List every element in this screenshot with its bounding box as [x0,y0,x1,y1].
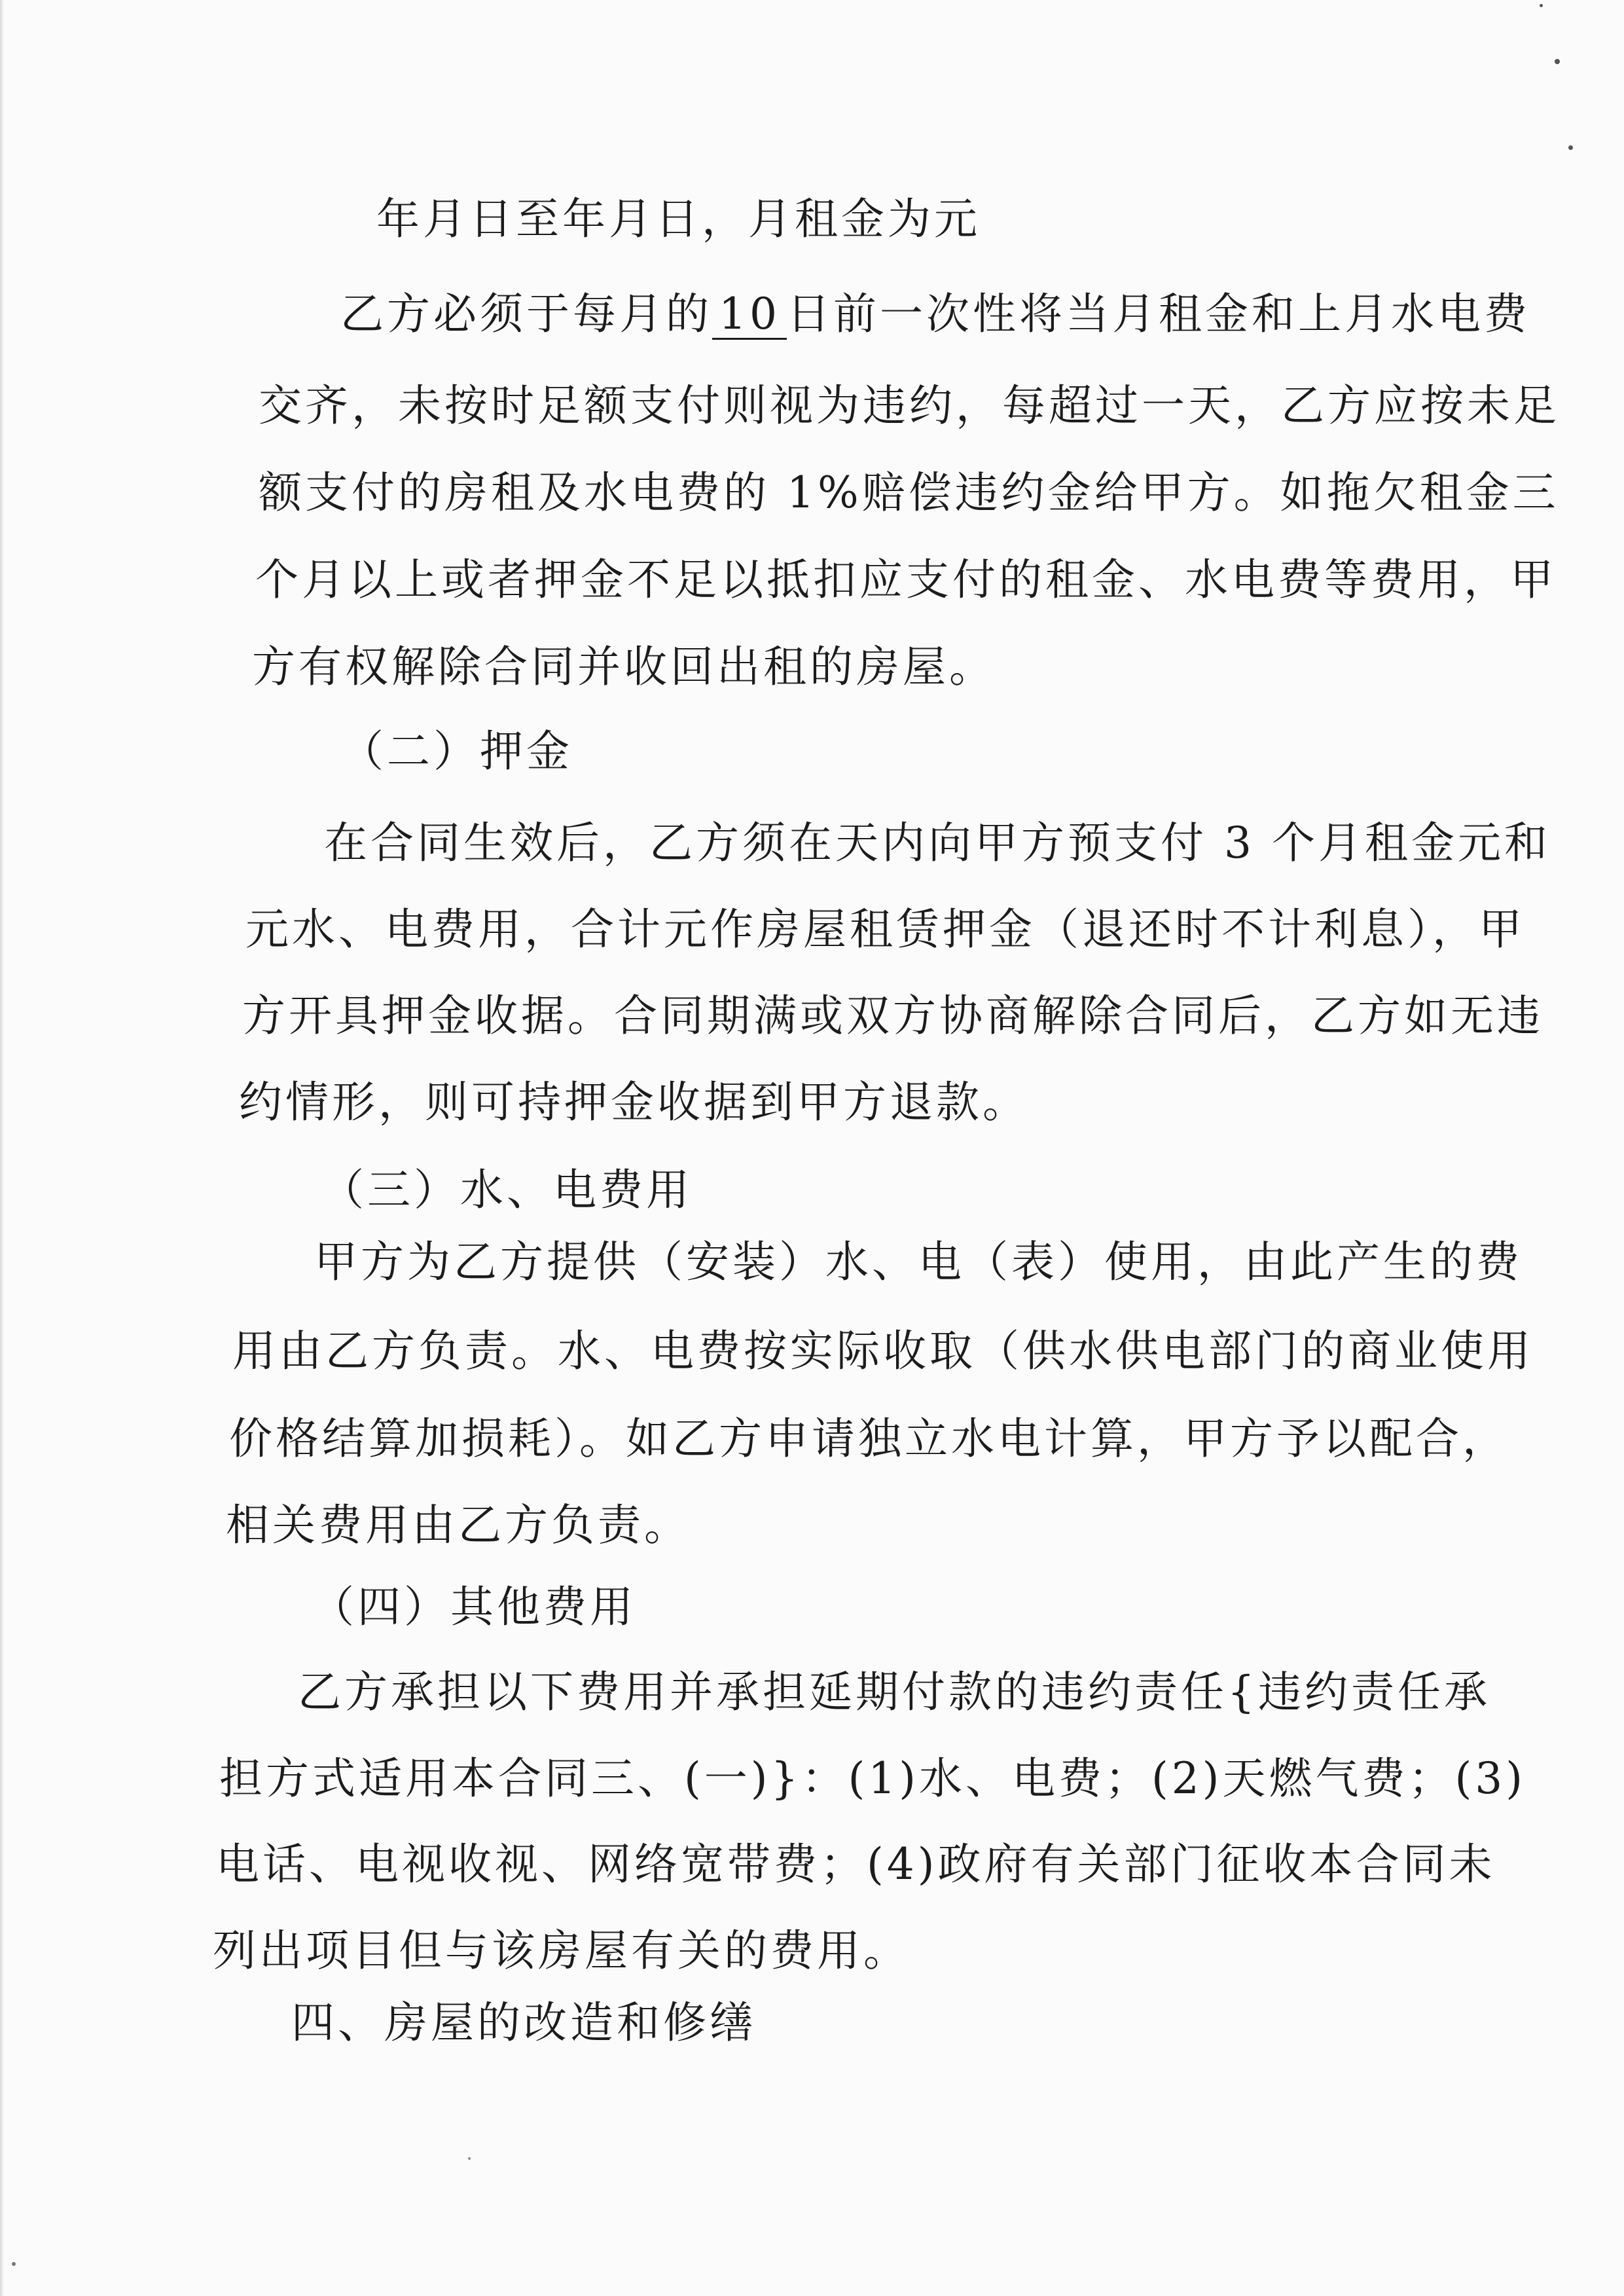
section-heading: 四、房屋的改造和修缮 [291,1997,756,2048]
text-line: 元水、电费用，合计元作房屋租赁押金（退还时不计利息），甲 [245,904,1525,955]
text-line: 列出项目但与该房屋有关的费用。 [213,1925,910,1976]
scan-speck [1568,145,1573,150]
text-line: 在合同生效后，乙方须在天内向甲方预支付 3 个月租金元和 [324,818,1551,868]
text-line: 方有权解除合同并收回出租的房屋。 [252,642,996,692]
scan-edge-shadow [0,0,4,2296]
text-line: 额支付的房租及水电费的 1%赔偿违约金给甲方。如拖欠租金三 [259,467,1559,518]
payment-day-value: 10 [712,291,787,340]
section-heading: （四）其他费用 [311,1582,636,1632]
scan-speck [1555,59,1560,64]
text-line: 方开具押金收据。合同期满或双方协商解除合同后，乙方如无违 [242,991,1543,1041]
text-line: 年月日至年月日，月租金为元 [376,194,981,244]
scan-speck [1540,4,1543,7]
text-segment: 乙方必须于每月的 [340,289,712,339]
text-segment: 日前一次性将当月租金和上月水电费 [786,289,1530,339]
section-heading: （三）水、电费用 [321,1165,693,1215]
text-line [340,288,1530,340]
text-line: 价格结算加损耗）。如乙方申请独立水电计算，甲方予以配合， [229,1413,1509,1464]
text-line: 交齐，未按时足额支付则视为违约，每超过一天，乙方应按未足 [259,380,1560,431]
text-line: 相关费用由乙方负责。 [226,1500,691,1550]
text-line: 电话、电视收视、网络宽带费；(4)政府有关部门征收本合同未 [216,1839,1496,1889]
section-heading: （二）押金 [340,726,573,776]
text-line: 用由乙方负责。水、电费按实际收取（供水供电部门的商业使用 [232,1326,1534,1376]
text-line: 担方式适用本合同三、(一)}：(1)水、电费；(2)天燃气费；(3) [219,1753,1526,1804]
text-line: 约情形，则可持押金收据到甲方退款。 [239,1077,1029,1127]
scan-speck [468,2157,471,2160]
text-line: 甲方为乙方提供（安装）水、电（表）使用，由此产生的费 [314,1237,1523,1287]
scan-speck [12,2262,16,2266]
text-line: 乙方承担以下费用并承担延期付款的违约责任{违约责任承 [298,1667,1490,1717]
text-line: 个月以上或者押金不足以抵扣应支付的租金、水电费等费用，甲 [255,555,1557,605]
